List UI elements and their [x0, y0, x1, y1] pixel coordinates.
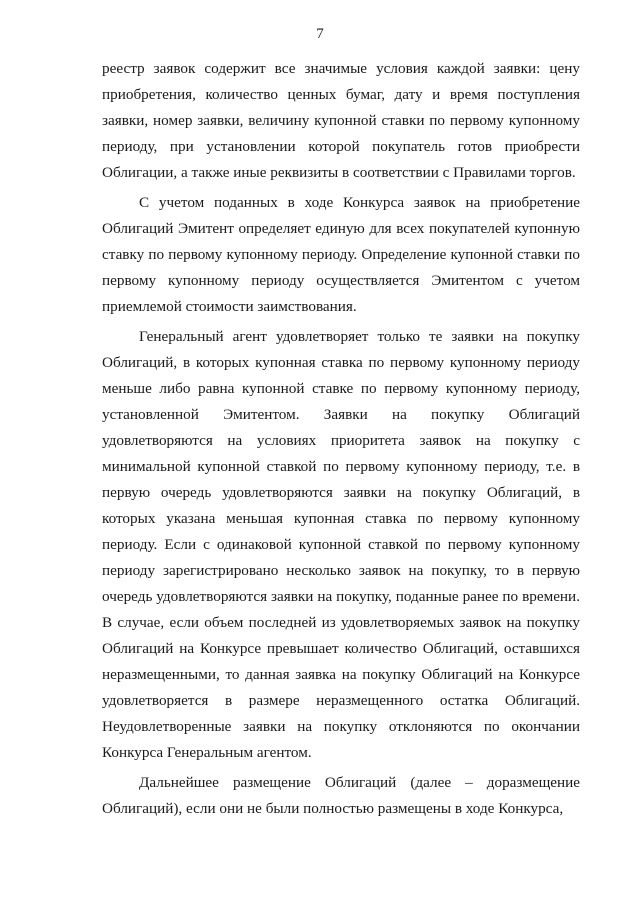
paragraph-additional-placement: Дальнейшее размещение Облигаций (далее – доразмещение Облигаций), если они не были полностью размещены в ходе Конкурса, [102, 774, 580, 817]
page-number: 7 [316, 26, 324, 42]
paragraph-general-agent: Генеральный агент удовлетворяет только те заявки на покупку Облигаций, в которых купонная ставка по первому купонному периоду меньше либо равна купонной ставке по первому купонному периоду, установленной Эмитентом. Заявки на покупку Облигаций удовлетворяются на условиях приоритета заявок на покупку с минимальной купонной ставкой по первому купонному периоду, т.е. в первую очередь удовлетворяются заявки на покупку Облигаций, в которых указана меньшая купонная ставка по первому купонному периоду. Если с одинаковой купонной ставкой по первому купонному периоду зарегистрировано несколько заявок на покупку, то в первую очередь удовлетворяются заявки на покупку, поданные ранее по времени. В случае, если объем последней из удовлетворяемых заявок на покупку Облигаций на Конкурсе превышает количество Облигаций, оставшихся неразмещенными, то данная заявка на покупку Облигаций на Конкурсе удовлетворяется в размере неразмещенного остатка Облигаций. Неудовлетворенные заявки на покупку отклоняются по окончании Конкурса Генеральным агентом. [102, 328, 580, 761]
document-body [102, 56, 580, 822]
paragraph-coupon-rate: С учетом поданных в ходе Конкурса заявок на приобретение Облигаций Эмитент определяет единую для всех покупателей купонную ставку по первому купонному периоду. Определение купонной ставки по первому купонному периоду осуществляется Эмитентом с учетом приемлемой стоимости заимствования. [102, 194, 580, 315]
paragraph-continuation: реестр заявок содержит все значимые условия каждой заявки: цену приобретения, количество ценных бумаг, дату и время поступления заявки, номер заявки, величину купонной ставки по первому купонному периоду, при установлении которой покупатель готов приобрести Облигации, а также иные реквизиты в соответствии с Правилами торгов. [102, 60, 580, 181]
